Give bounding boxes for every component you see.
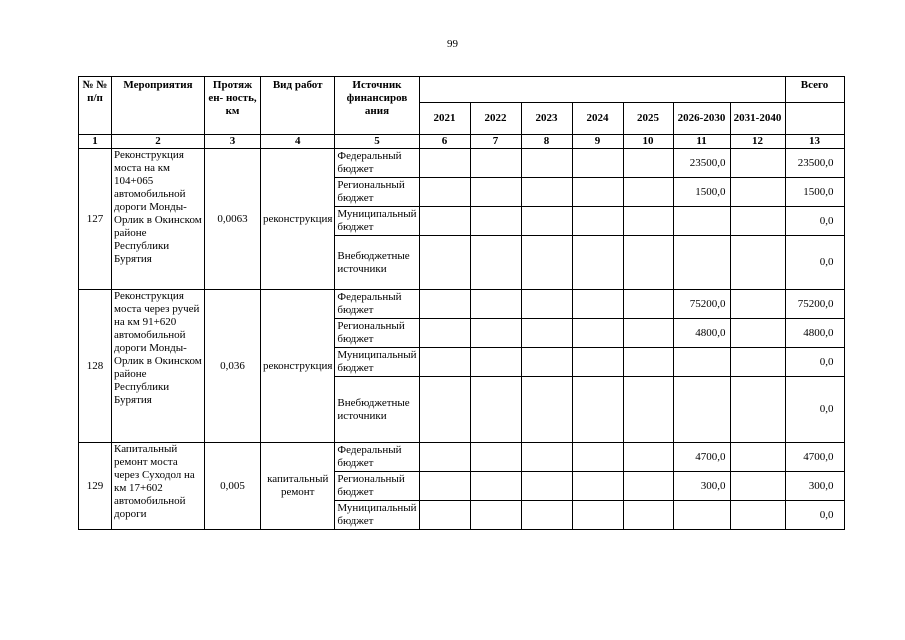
row-number: 127 xyxy=(79,149,112,290)
source-cell: Внебюджетные источники xyxy=(335,236,419,290)
header-year: 2021 xyxy=(419,103,470,135)
total-cell: 0,0 xyxy=(785,377,844,443)
amount-2026-2030: 4700,0 xyxy=(673,443,730,472)
work-type-cell: капитальный ремонт xyxy=(261,443,335,530)
header-year: 2025 xyxy=(623,103,673,135)
length-cell: 0,005 xyxy=(205,443,261,530)
column-number: 6 xyxy=(419,135,470,149)
measure-cell: Реконструкция моста на км 104+065 автомобильной дороги Монды-Орлик в Окинском районе Республики Бурятия xyxy=(112,149,205,290)
total-cell: 1500,0 xyxy=(785,178,844,207)
amount-2026-2030 xyxy=(673,207,730,236)
header-measure: Мероприятия xyxy=(112,77,205,135)
header-source: Источник финансиров ания xyxy=(335,77,419,135)
header-year: 2024 xyxy=(572,103,623,135)
total-cell: 0,0 xyxy=(785,207,844,236)
total-cell: 4700,0 xyxy=(785,443,844,472)
source-cell: Федеральный бюджет xyxy=(335,443,419,472)
amount-2026-2030: 1500,0 xyxy=(673,178,730,207)
row-number: 128 xyxy=(79,290,112,443)
total-cell: 0,0 xyxy=(785,236,844,290)
length-cell: 0,0063 xyxy=(205,149,261,290)
work-type-cell: реконструкция xyxy=(261,149,335,290)
header-year: 2026-2030 xyxy=(673,103,730,135)
amount-2026-2030 xyxy=(673,236,730,290)
total-cell: 75200,0 xyxy=(785,290,844,319)
column-number: 11 xyxy=(673,135,730,149)
column-number: 9 xyxy=(572,135,623,149)
page-number: 99 xyxy=(447,38,458,50)
amount-2026-2030: 75200,0 xyxy=(673,290,730,319)
table-row xyxy=(79,290,845,319)
header-total: Всего xyxy=(785,77,844,103)
source-cell: Муниципальный бюджет xyxy=(335,501,419,530)
amount-2026-2030: 4800,0 xyxy=(673,319,730,348)
column-number: 13 xyxy=(785,135,844,149)
total-cell: 0,0 xyxy=(785,348,844,377)
table-row xyxy=(79,443,845,472)
measure-cell: Реконструкция моста через ручей на км 91+620 автомобильной дороги Монды-Орлик в Окинском районе Республики Бурятия xyxy=(112,290,205,443)
source-cell: Федеральный бюджет xyxy=(335,290,419,319)
row-number: 129 xyxy=(79,443,112,530)
source-cell: Региональный бюджет xyxy=(335,319,419,348)
source-cell: Муниципальный бюджет xyxy=(335,348,419,377)
amount-2026-2030: 23500,0 xyxy=(673,149,730,178)
column-number: 12 xyxy=(730,135,785,149)
source-cell: Муниципальный бюджет xyxy=(335,207,419,236)
total-cell: 23500,0 xyxy=(785,149,844,178)
column-number: 5 xyxy=(335,135,419,149)
table-row xyxy=(79,149,845,178)
total-cell: 300,0 xyxy=(785,472,844,501)
amount-2026-2030: 300,0 xyxy=(673,472,730,501)
header-year: 2022 xyxy=(470,103,521,135)
work-type-cell: реконструкция xyxy=(261,290,335,443)
header-num: № № п/п xyxy=(79,77,112,135)
column-number: 2 xyxy=(112,135,205,149)
column-number: 1 xyxy=(79,135,112,149)
header-work-type: Вид работ xyxy=(261,77,335,135)
source-cell: Внебюджетные источники xyxy=(335,377,419,443)
amount-2026-2030 xyxy=(673,348,730,377)
source-cell: Региональный бюджет xyxy=(335,178,419,207)
header-years-group xyxy=(419,77,785,103)
header-total-blank xyxy=(785,103,844,135)
length-cell: 0,036 xyxy=(205,290,261,443)
header-year: 2023 xyxy=(521,103,572,135)
column-number: 4 xyxy=(261,135,335,149)
column-number: 10 xyxy=(623,135,673,149)
measure-cell: Капитальный ремонт моста через Суходол на км 17+602 автомобильной дороги xyxy=(112,443,205,530)
total-cell: 0,0 xyxy=(785,501,844,530)
amount-2026-2030 xyxy=(673,501,730,530)
amount-2026-2030 xyxy=(673,377,730,443)
header-year: 2031-2040 xyxy=(730,103,785,135)
column-number-row xyxy=(79,135,845,149)
financing-table xyxy=(78,76,845,530)
total-cell: 4800,0 xyxy=(785,319,844,348)
header-length: Протяж ен- ность, км xyxy=(205,77,261,135)
column-number: 3 xyxy=(205,135,261,149)
source-cell: Федеральный бюджет xyxy=(335,149,419,178)
column-number: 8 xyxy=(521,135,572,149)
column-number: 7 xyxy=(470,135,521,149)
source-cell: Региональный бюджет xyxy=(335,472,419,501)
